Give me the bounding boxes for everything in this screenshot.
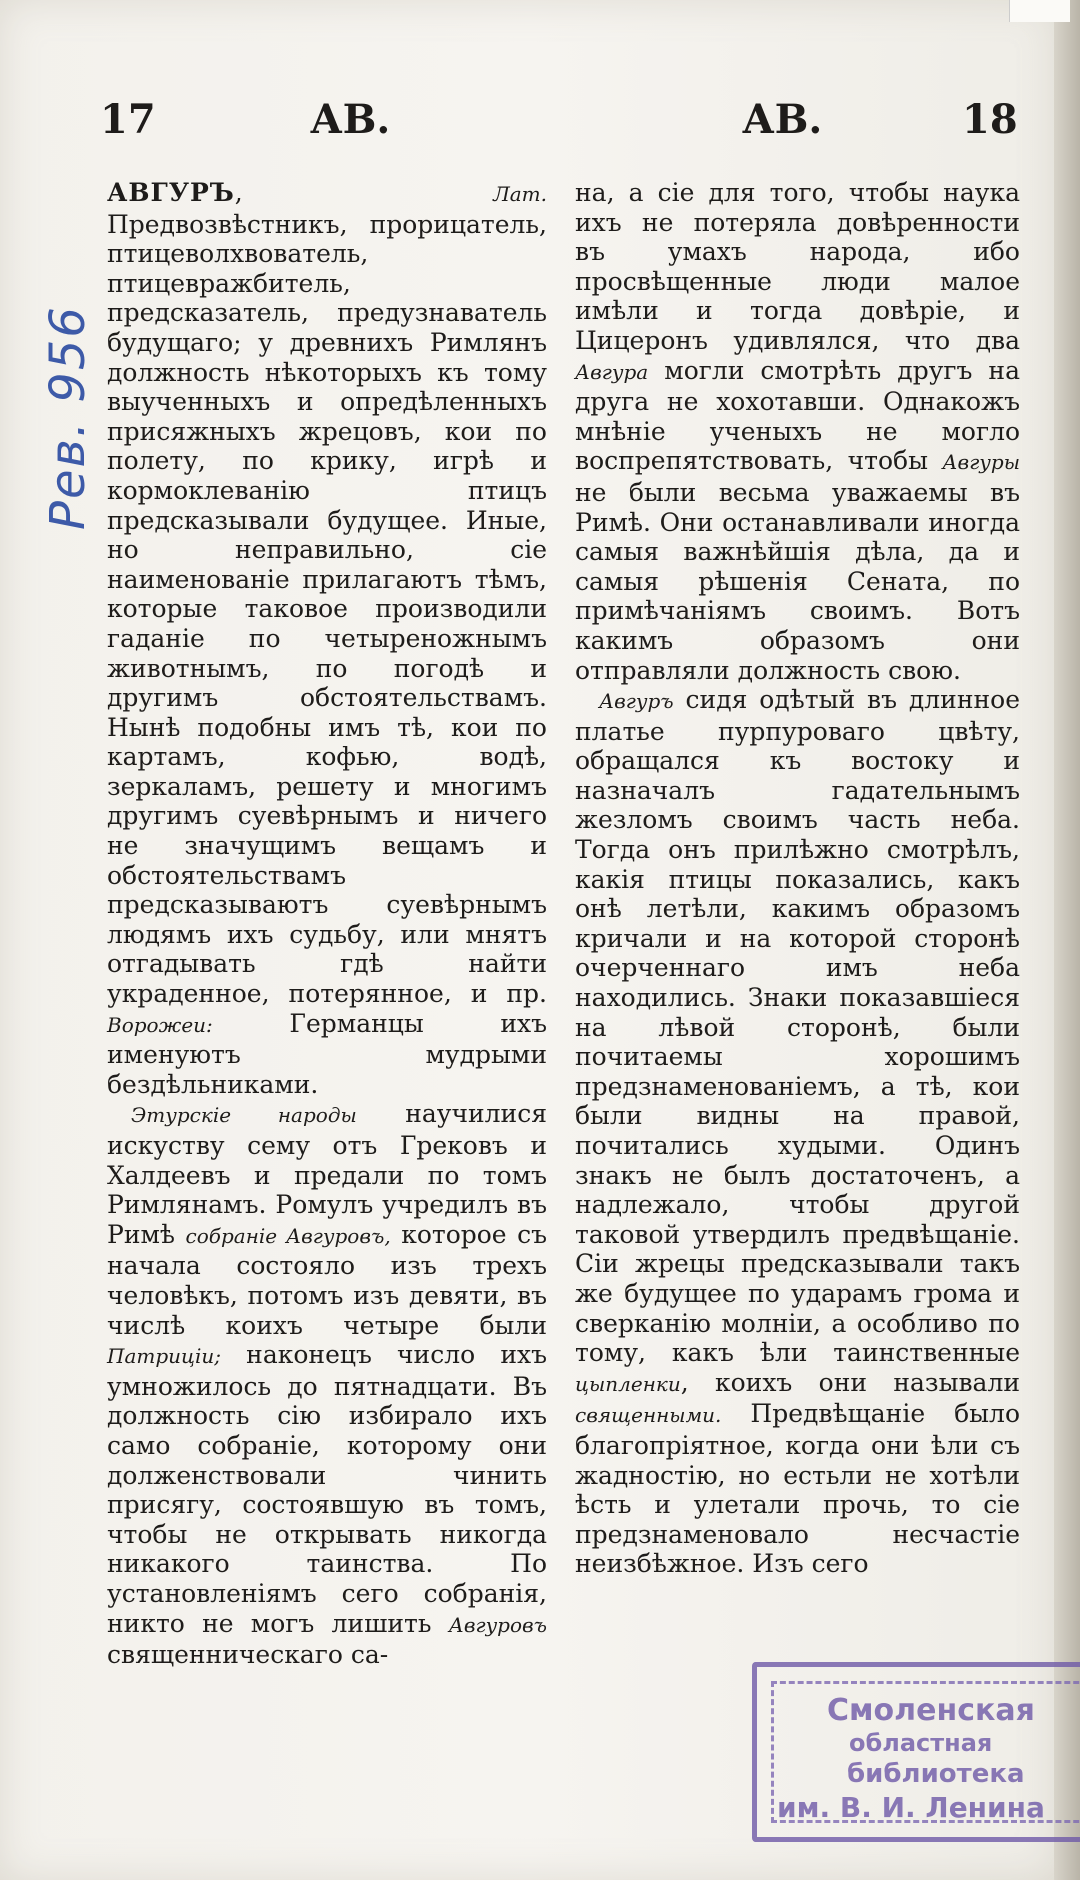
stamp-line: библиотека (847, 1759, 1025, 1789)
paragraph-text: сидя одѣтый въ длинное платье пурпуроваго цвѣту, обращался къ востоку и назначалъ гадательнымъ жезломъ своимъ часть неба. Тогда онъ прилѣжно смотрѣлъ, какія птицы показались, какъ онѣ летѣли, какимъ образомъ кричали и на которой сторонѣ очерченнаго имъ неба находились. Знаки показавшіеся на лѣвой сторонѣ, были почитаемы хорошимъ предзнаменованіемъ, а тѣ, кои были видны на правой, почитались худыми. Одинъ знакъ не былъ достаточенъ, а надлежало, чтобы другой таковой утвердилъ предвѣщаніе. Сіи жрецы предсказывали такъ же будущее по ударамъ грома и сверканію молніи, а особливо по тому, какъ ѣли таинственные (575, 685, 1021, 1368)
entry-paragraph (107, 1099, 547, 1669)
right-text-column (575, 178, 1020, 1579)
entry-paragraph: АВГУРЪ, Лат. Предвозвѣстникъ, прорицатель, птицеволхвователь, птицевражбитель, предсказатель, предузнаватель будущаго; у древнихъ Римлянъ должность нѣкоторыхъ къ тому выученныхъ и опредѣленныхъ присяжныхъ жрецовъ, кои по полету, по крику, игрѣ и кормоклеванію птицъ предсказывали будущее. Иные, но неправильно, сіе наименованіе прилагаютъ тѣмъ, которые таковое производили гаданіе по четыреножнымъ животнымъ, по погодѣ и другимъ обстоятельствамъ. Нынѣ подобны имъ тѣ, кои по картамъ, кофью, водѣ, зеркаламъ, решету и многимъ другимъ суевѣрнымъ и ничего не значущимъ вещамъ и обстоятельствамъ предсказываютъ суевѣрнымъ людямъ ихъ судьбу, или мнятъ отгадывать гдѣ найти украденное, потерянное, и пр. Ворожеи: Германцы ихъ именуютъ мудрыми бездѣльниками. (107, 178, 547, 1099)
paragraph-text: не были весьма уважаемы въ Римѣ. Они останавливали иногда самыя важнѣйшія дѣла, да и самыя рѣшенія Сената, по примѣчаніямъ своимъ. Вотъ какимъ образомъ они отправляли должность свою. (575, 477, 1020, 685)
headword: АВГУРЪ (107, 178, 235, 207)
italic-term: собраніе Авгуровъ, (185, 1223, 391, 1248)
italic-term: Авгуры (942, 450, 1020, 475)
paragraph-text: на, а сіе для того, чтобы наука ихъ не потеряла довѣренности въ умахъ народа, ибо просвѣщенные люди малое имѣли и тогда довѣріе, и Цицеронъ удивлялся, что два (575, 178, 1020, 355)
paragraph-text: Предвѣщаніе было благопріятное, когда они ѣли съ жадностію, но естьли не хотѣли ѣсть и улетали прочь, то сіе предзнаменовало несчастіе неизбѣжное. Изъ сего (575, 1399, 1020, 1579)
stamp-line: областная (849, 1729, 993, 1757)
italic-term: цыпленки (575, 1371, 681, 1396)
italic-term: Авгуръ (599, 689, 674, 714)
page-tab (1009, 0, 1070, 22)
stamp-line: Смоленская (827, 1693, 1035, 1728)
handwritten-margin-note: Рев. 956 (40, 305, 96, 530)
left-running-head: АВ. (310, 96, 391, 143)
entry-paragraph (575, 685, 1020, 1579)
paragraph-text: , коихъ они называли (680, 1367, 1020, 1397)
italic-term: Авгура (575, 359, 649, 384)
paragraph-text: Предвозвѣстникъ, прорицатель, птицеволхвователь, птицевражбитель, предсказатель, предузнаватель будущаго; у древнихъ Римлянъ должность нѣкоторыхъ къ тому выученныхъ и опредѣленныхъ присяжныхъ жрецовъ, кои по полету, по крику, игрѣ и кормоклеванію птицъ предсказывали будущее. Иные, но неправильно, сіе наименованіе прилагаютъ тѣмъ, которые таковое производили гаданіе по четыреножнымъ животнымъ, по погодѣ и другимъ обстоятельствамъ. Нынѣ подобны имъ тѣ, кои по картамъ, кофью, водѣ, зеркаламъ, решету и многимъ другимъ суевѣрнымъ и ничего не значущимъ вещамъ и обстоятельствамъ предсказываютъ суевѣрнымъ людямъ ихъ судьбу, или мнятъ отгадывать гдѣ найти украденное, потерянное, и пр. (107, 209, 547, 1009)
stamp-line: им. В. И. Ленина (777, 1791, 1045, 1824)
italic-term: Этурскіе народы (131, 1103, 357, 1128)
italic-term: Патриціи; (107, 1344, 221, 1369)
paragraph-text: Германцы ихъ именуютъ мудрыми бездѣльниками. (107, 1008, 547, 1099)
paragraph-text: могли смотрѣть другъ на друга не хохотавши. Однакожъ мнѣніе ученыхъ не могло воспрепятствовать, чтобы (575, 355, 1020, 476)
page-edge (1054, 0, 1080, 1880)
entry-paragraph (575, 178, 1020, 685)
italic-term: Авгуровъ (448, 1612, 547, 1637)
paragraph-text: наконецъ число ихъ умножилось до пятнадцати. Въ должность сію избирало ихъ само собраніе, которому они долженствовали чинить присягу, состоявшую въ томъ, чтобы не открывать никогда никакого таинства. По установленіямъ сего собранія, никто не могъ лишить (107, 1340, 547, 1638)
right-running-head: АВ. (742, 96, 823, 143)
left-text-column (107, 178, 547, 1670)
paragraph-text: которое съ начала состояло изъ трехъ человѣкъ, потомъ изъ девяти, въ числѣ коихъ четыре были (107, 1219, 547, 1340)
italic-term: священными. (575, 1403, 722, 1428)
italic-term: Ворожеи: (107, 1012, 213, 1037)
page-header (0, 96, 1058, 146)
paragraph-text: научилися искуству сему отъ Грековъ и Халдеевъ и предали по томъ Римлянамъ. Ромулъ учредилъ въ Римѣ (107, 1099, 547, 1249)
language-abbrev: Лат. (493, 182, 547, 206)
left-page-number: 17 (100, 96, 156, 143)
paragraph-text: священническаго са- (107, 1640, 389, 1670)
right-page-number: 18 (962, 96, 1018, 143)
library-stamp (752, 1662, 1080, 1842)
